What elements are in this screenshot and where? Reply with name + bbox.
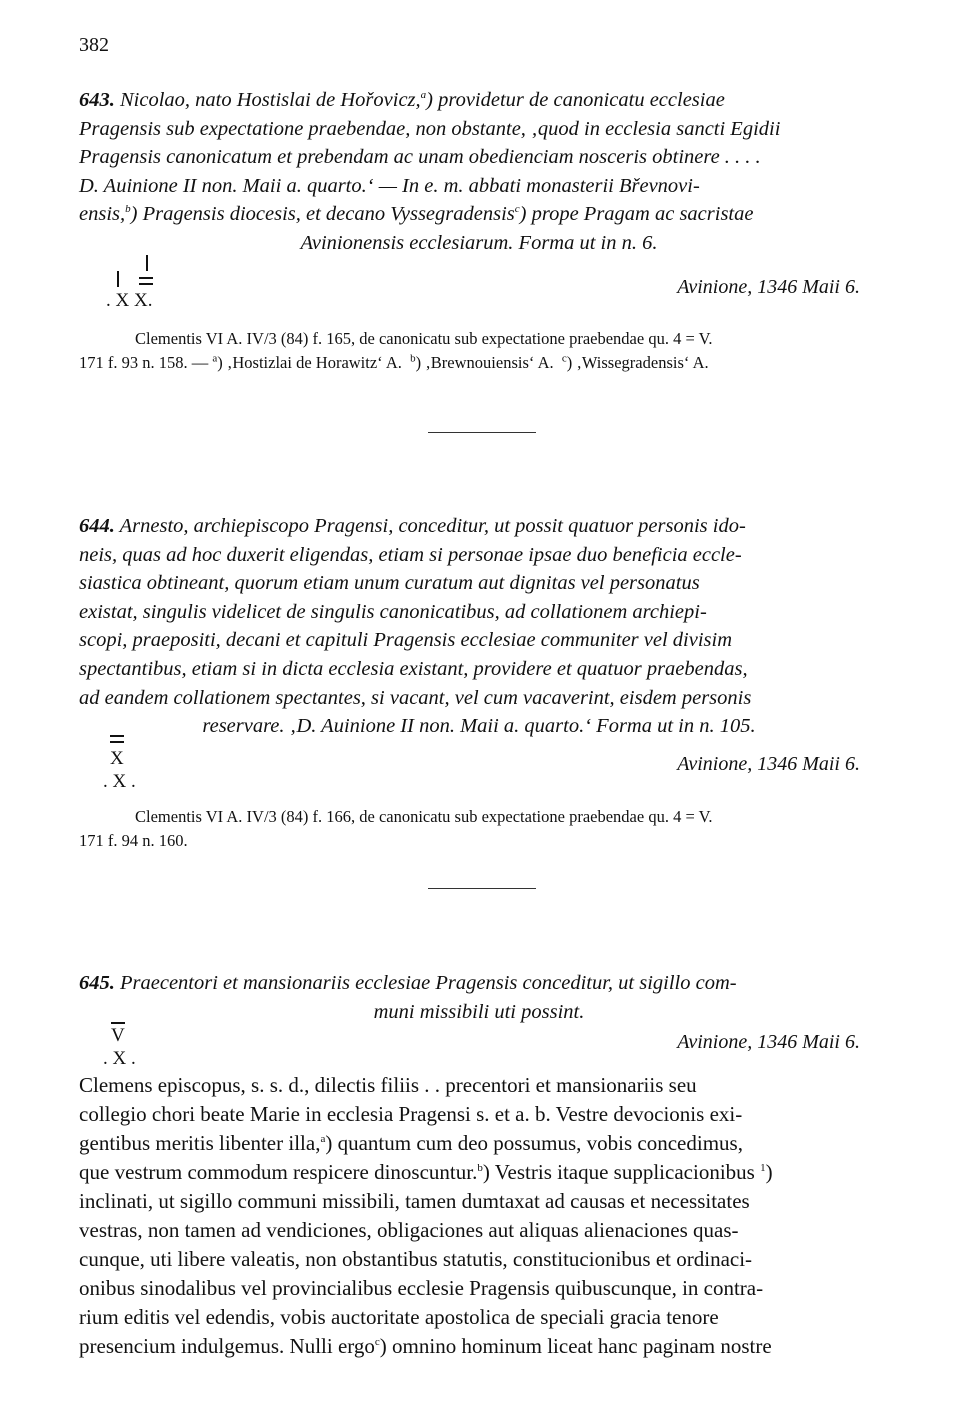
note-line: Clementis VI A. IV/3 (84) f. 166, de canonicatu sub expectatione praebendae qu. 4 = V. <box>135 807 713 826</box>
body-line: Clemens episcopus, s. s. d., dilectis filiis . . precentori et mansionariis seu <box>79 1073 697 1097</box>
entry-line: D. Auinione II non. Maii a. quarto.‘ — In e. m. abbati monasterii Břevnovi- <box>79 174 700 197</box>
footnote-ref: c <box>561 352 567 365</box>
body-text: Vestris itaque supplicacionibus <box>494 1160 755 1184</box>
tally-stroke <box>139 283 153 285</box>
entry-line: Pragensis canonicatum et prebendam ac unam obedienciam nosceris obtinere . . . . <box>79 146 761 169</box>
body-line: inclinati, ut sigillo communi missibili, tamen dumtaxat ad causas et necessitates <box>79 1189 750 1213</box>
entry-number: 643. <box>79 89 115 111</box>
footnote-ref: b <box>125 203 131 216</box>
entry-line: Arnesto, archiepiscopo Pragensi, conceditur, ut possit quatuor personis ido- <box>119 515 746 537</box>
body-line: collegio chori beate Marie in ecclesia Pragensi s. et a. b. Vestre devocionis exi- <box>79 1102 743 1126</box>
register-mark: X <box>110 748 124 769</box>
entry-text: Nicolao, nato Hostislai de Hořovicz, <box>120 89 421 111</box>
entry-number: 644. <box>79 515 115 537</box>
footnote-ref: a <box>420 89 427 102</box>
entry-line: existat, singulis videlicet de singulis canonicatibus, ad collationem archiepi- <box>79 600 707 623</box>
note-text: ‚Wissegradensis‘ A. <box>576 353 709 372</box>
entry-line: scopi, praepositi, decani et capituli Pragensis ecclesiae communiter vel divisim <box>79 629 733 652</box>
entry-text: Pragensis diocesis, et decano Vyssegradensis <box>142 203 515 226</box>
note-line: 171 f. 94 n. 160. <box>79 831 188 850</box>
body-line: onibus sinodalibus vel provincialibus ecclesie Pragensis quibuscunque, in contra- <box>79 1276 764 1300</box>
entry-text: ensis, <box>79 203 126 226</box>
register-marks: . X X. <box>106 290 153 311</box>
footnote-ref: c <box>374 1336 380 1348</box>
tally-stroke <box>111 1022 125 1024</box>
register-mark: . X . <box>103 1048 136 1069</box>
body-line: vestras, non tamen ad vendiciones, obligaciones aut aliquas alienaciones quas- <box>79 1218 739 1242</box>
archival-note <box>79 805 879 853</box>
tally-stroke <box>146 255 148 271</box>
footnote-ref: b <box>477 1162 483 1174</box>
tally-stroke <box>117 271 119 287</box>
entry-line: spectantibus, etiam si in dicta ecclesia existant, providere et quatuor praebendas, <box>79 657 748 680</box>
entry-line: Pragensis sub expectatione praebendae, non obstante, ‚quod in ecclesia sancti Egidii <box>79 117 781 140</box>
archival-note: Clementis VI A. IV/3 (84) f. 165, de canonicatu sub expectatione praebendae qu. 4 = V. 171 f. 93 n. 158. — $^a$) ‚Hostizlai de Horawitz‘ A. $^b$) ‚Brewnouiensis‘ A. $^c$) ‚Wissegradensis‘ A. <box>79 327 879 375</box>
entry-date: Avinione, 1346 Maii 6. <box>677 1031 860 1053</box>
section-divider <box>428 432 536 433</box>
entry-text: providetur de canonicatu ecclesiae <box>438 89 725 111</box>
page-number: 382 <box>79 34 109 56</box>
body-line: rium editis vel edendis, vobis auctoritate apostolica de speciali gracia tenore <box>79 1305 719 1329</box>
footnote-ref: c <box>514 203 520 216</box>
document-body: Clemens episcopus, s. s. d., dilectis filiis . . precentori et mansionariis seu collegio chori beate Marie in ecclesia Pragensi s. et a. b. Vestre devocionis exi- gentibus meritis libenter illa,$^a$) quantum cum deo possumus, vobis concedimus, que vestrum commodum respicere dinoscuntur.$^b$) Vestris itaque supplicacionibus $^1$) inclinati, ut sigillo communi missibili, tamen dumtaxat ad causas et necessitates vestras, non tamen ad vendiciones, obligaciones aut aliquas alienaciones quas- cunque, uti libere valeatis, non obstantibus statutis, constitucionibus et ordinaci- onibus sinodalibus vel provincialibus ecclesie Pragensis quibuscunque, in contra- rium editis vel edendis, vobis auctoritate apostolica de speciali gracia tenore presencium indulgemus. Nulli ergo$^c$) omnino hominum liceat hanc paginam nostre <box>79 1071 879 1361</box>
footnote-ref: a <box>320 1133 326 1145</box>
entry-line: siastica obtineant, quorum etiam unum curatum aut dignitas vel personatus <box>79 572 700 595</box>
entry-number: 645. <box>79 972 115 994</box>
entry-date: Avinione, 1346 Maii 6. <box>677 753 860 775</box>
entry-line: Avinionensis ecclesiarum. Forma ut in n. 6. <box>300 231 658 254</box>
tally-stroke <box>139 277 153 279</box>
entry-line: Praecentori et mansionariis ecclesiae Pragensis conceditur, ut sigillo com- <box>120 972 737 994</box>
footnote-ref: 1 <box>760 1162 766 1174</box>
entry-644 <box>79 512 879 741</box>
body-text: omnino hominum liceat hanc paginam nostre <box>392 1334 772 1358</box>
register-mark: V <box>111 1025 125 1046</box>
note-text: ‚Hostizlai de Horawitz‘ A. <box>226 353 402 372</box>
body-line: cunque, uti libere valeatis, non obstantibus statutis, constitucionibus et ordinaci- <box>79 1247 753 1271</box>
note-text: ‚Brewnouiensis‘ A. <box>425 353 554 372</box>
tally-stroke <box>110 735 124 737</box>
entry-643: 643. Nicolao, nato Hostislai de Hořovicz,$^a$) providetur de canonicatu ecclesiae Pragensis sub expectatione praebendae, non obstante, ‚quod in ecclesia sancti Egidii Pragensis canonicatum et prebendam ac unam obedienciam nosceris obtinere . . . . D. Auinione II non. Maii a. quarto.‘ — In e. m. abbati monasterii Břevnovi- ensis,$^b$) Pragensis diocesis, et decano Vyssegradensis$^c$) prope Pragam ac sacristae Avinionensis ecclesiarum. Forma ut in n. 6. <box>79 86 879 258</box>
entry-line: reservare. ‚D. Auinione II non. Maii a. quarto.‘ Forma ut in n. 105. <box>202 715 756 738</box>
body-text: presencium indulgemus. Nulli ergo <box>79 1334 375 1358</box>
entry-text: prope Pragam ac sacristae <box>531 203 754 226</box>
entry-645 <box>79 969 879 1026</box>
note-text: 171 f. 93 n. 158. — <box>79 353 209 372</box>
footnote-ref: b <box>410 352 416 365</box>
body-text: que vestrum commodum respicere dinoscuntur. <box>79 1160 478 1184</box>
tally-stroke <box>110 741 124 743</box>
register-mark: . X . <box>103 771 136 792</box>
note-line: Clementis VI A. IV/3 (84) f. 165, de canonicatu sub expectatione praebendae qu. 4 = V. <box>135 329 713 348</box>
footnote-ref: a <box>212 352 218 365</box>
entry-line: muni missibili uti possint. <box>373 1000 585 1023</box>
entry-line: ad eandem collationem spectantes, si vacant, vel cum vacaverint, eisdem personis <box>79 686 752 709</box>
body-text: gentibus meritis libenter illa, <box>79 1131 321 1155</box>
body-text: quantum cum deo possumus, vobis concedimus, <box>337 1131 743 1155</box>
entry-line: neis, quas ad hoc duxerit eligendas, etiam si personae ipsae duo beneficia eccle- <box>79 543 742 566</box>
section-divider <box>428 888 536 889</box>
entry-date: Avinione, 1346 Maii 6. <box>677 276 860 298</box>
